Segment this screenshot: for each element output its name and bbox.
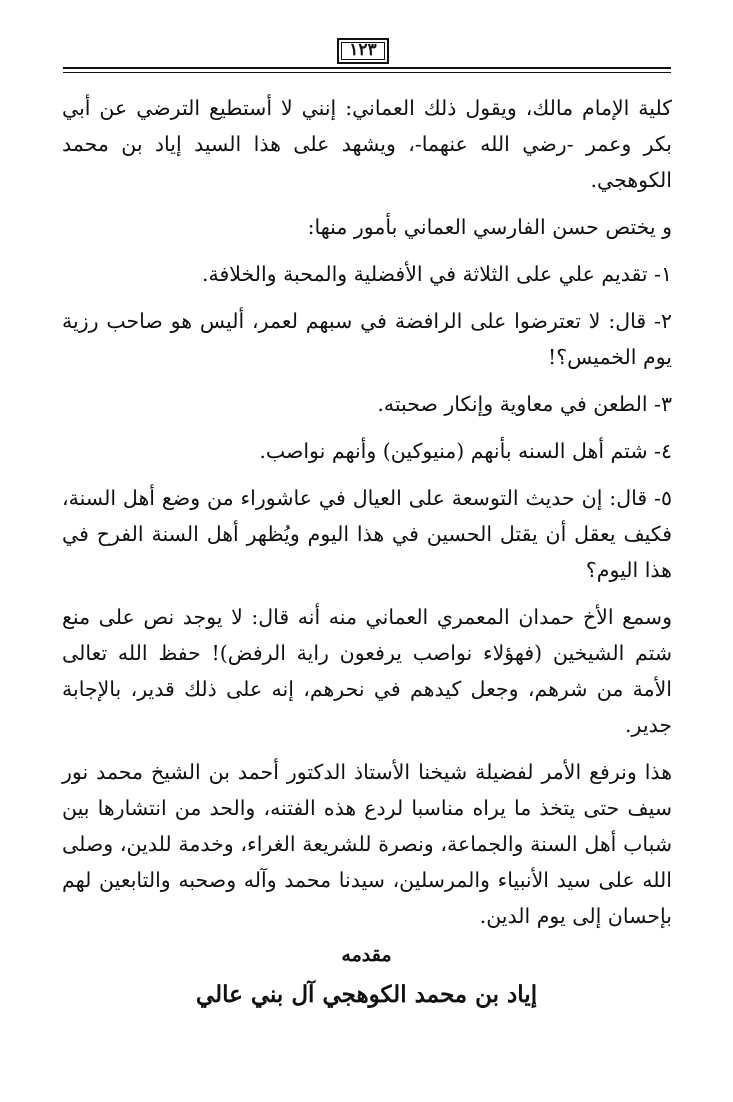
page-number-frame bbox=[337, 38, 389, 64]
list-item-1: ١- تقديم علي على الثلاثة في الأفضلية والمحبة والخلافة. bbox=[201, 262, 672, 286]
paragraph-intro: كلية الإمام مالك، ويقول ذلك العماني: إنني لا أستطيع الترضي عن أبي بكر وعمر -رضي الله عنهما-، ويشهد على هذا السيد إياد بن محمد الكوهجي. bbox=[62, 96, 672, 192]
page-number: ١٢٣ bbox=[349, 40, 377, 60]
paragraph-closing: هذا ونرفع الأمر لفضيلة شيخنا الأستاذ الدكتور أحمد بن الشيخ محمد نور سيف حتى يتخذ ما يراه مناسبا لردع هذه الفتنه، والحد من انتشارها بين شباب أهل السنة والجماعة، ونصرة للشريعة الغراء، وخدمة للدين، وصلى الله على سيد الأنبياء والمرسلين، سيدنا محمد وآله وصحبه والتابعين لهم بإحسان إلى يوم الدين. bbox=[62, 760, 672, 928]
body-text bbox=[62, 90, 672, 945]
header-rule-thin bbox=[63, 72, 671, 73]
paragraph-list-lead: و يختص حسن الفارسي العماني بأمور منها: bbox=[307, 215, 672, 239]
list-item-3: ٣- الطعن في معاوية وإنكار صحبته. bbox=[377, 392, 672, 416]
signature-title: مقدمه bbox=[341, 944, 392, 966]
list-item-2: ٢- قال: لا تعترضوا على الرافضة في سبهم لعمر، أليس هو صاحب رزية يوم الخميس؟! bbox=[62, 309, 672, 369]
header-rule-thick bbox=[63, 67, 671, 69]
list-item-5: ٥- قال: إن حديث التوسعة على العيال في عاشوراء من وضع أهل السنة، فكيف يعقل أن يقتل الحسين في هذا اليوم ويُظهر أهل السنة الفرح في هذا اليوم؟ bbox=[62, 486, 672, 582]
signature-name: إياد بن محمد الكوهجي آل بني عالي bbox=[195, 981, 538, 1008]
list-item-4: ٤- شتم أهل السنه بأنهم (منيوكين) وأنهم نواصب. bbox=[259, 439, 672, 463]
paragraph-testimony: وسمع الأخ حمدان المعمري العماني منه أنه قال: لا يوجد نص على منع شتم الشيخين (فهؤلاء نواصب يرفعون راية الرفض)! حفظ الله تعالى الأمة من شرهم، وجعل كيدهم في نحرهم، إنه على ذلك قدير، بالإجابة جدير. bbox=[62, 605, 672, 737]
